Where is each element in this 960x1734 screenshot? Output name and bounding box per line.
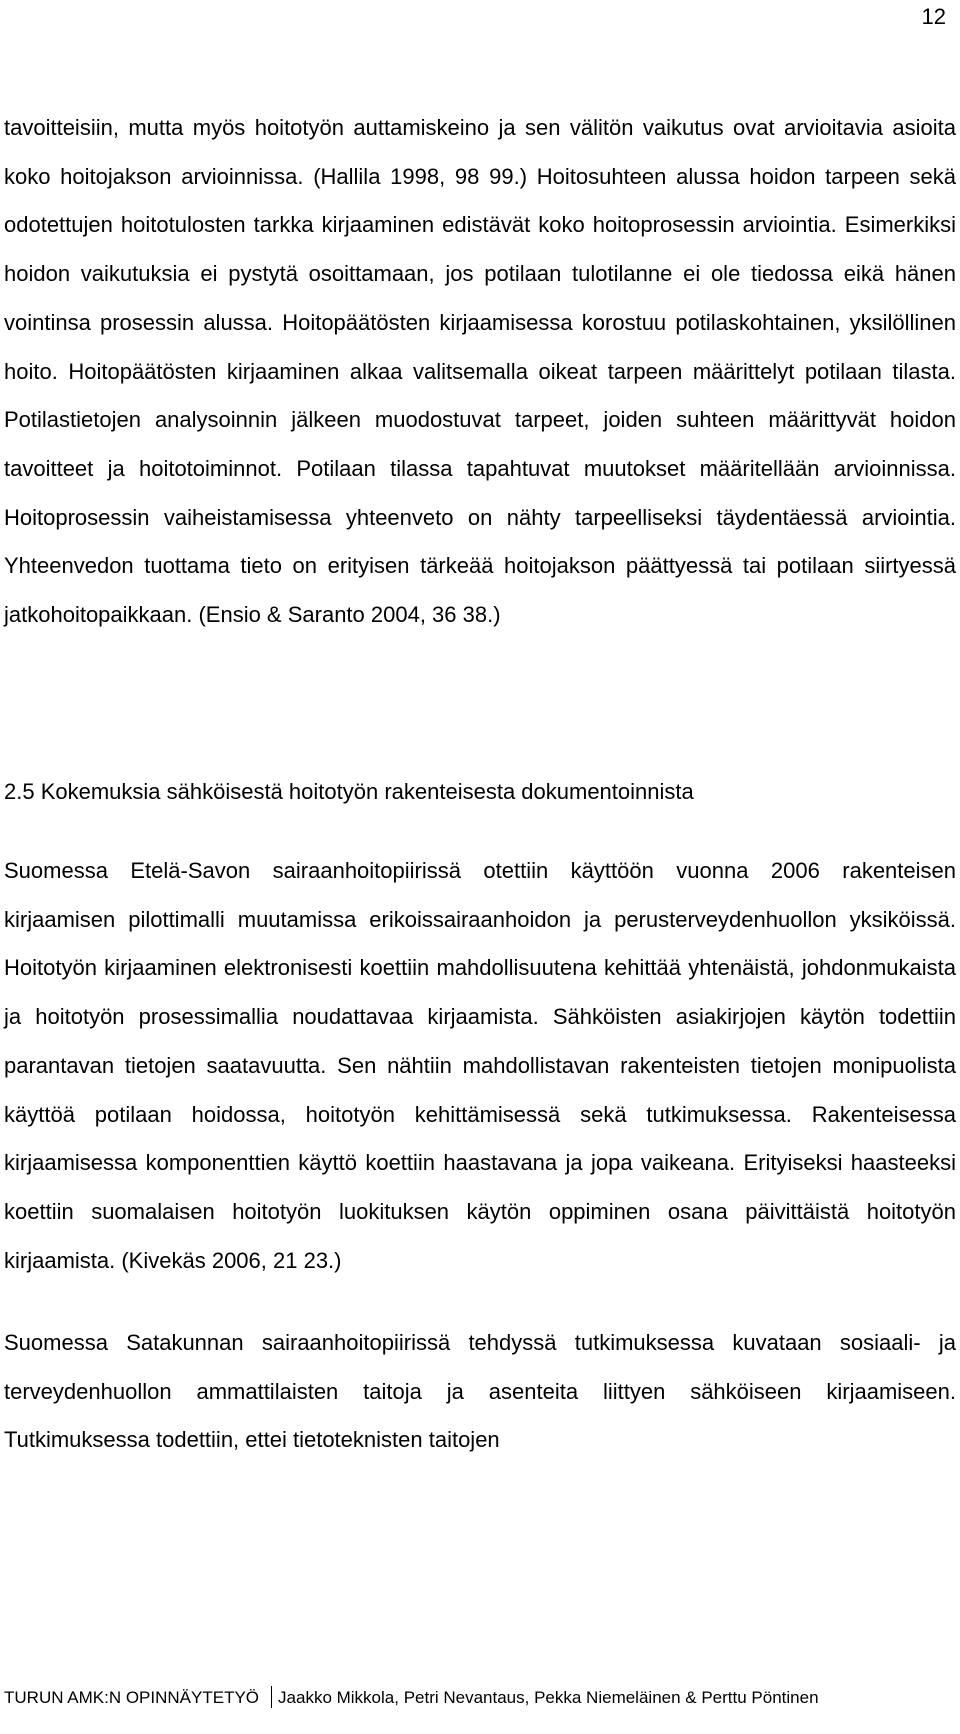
footer-institution: TURUN AMK:N OPINNÄYTETYÖ — [4, 1688, 260, 1707]
page-footer — [4, 1686, 958, 1709]
body-paragraph-1: tavoitteisiin, mutta myös hoitotyön auttamiskeino ja sen välitön vaikutus ovat arvioitavia asioita koko hoitojakson arvioinnissa. (Hallila 1998, 98 99.) Hoitosuhteen alussa hoidon tarpeen sekä odotettujen hoitotulosten tarkka kirjaaminen edistävät koko hoitoprosessin arviointia. Esimerkiksi hoidon vaikutuksia ei pystytä osoittamaan, jos potilaan tulotilanne ei ole tiedossa eikä hänen vointinsa prosessin alussa. Hoitopäätösten kirjaamisessa korostuu potilaskohtainen, yksilöllinen hoito. Hoitopäätösten kirjaaminen alkaa valitsemalla oikeat tarpeen määrittelyt potilaan tilasta. Potilastietojen analysoinnin jälkeen muodostuvat tarpeet, joiden suhteen määrittyvät hoidon tavoitteet ja hoitotoiminnot. Potilaan tilassa tapahtuvat muutokset määritellään arvioinnissa. Hoitoprosessin vaiheistamisessa yhteenveto on nähty tarpeelliseksi täydentäessä arviointia. Yhteenvedon tuottama tieto on erityisen tärkeää hoitojakson päättyessä tai potilaan siirtyessä jatkohoitopaikkaan. (Ensio & Saranto 2004, 36 38.) — [4, 115, 956, 628]
page-number: 12 — [921, 4, 946, 29]
body-paragraph-2: Suomessa Etelä-Savon sairaanhoitopiirissä otettiin käyttöön vuonna 2006 rakenteisen kirjaamisen pilottimalli muutamissa erikoissairaanhoidon ja perusterveydenhuollon yksiköissä. Hoitotyön kirjaaminen elektronisesti koettiin mahdollisuutena kehittää yhtenäistä, johdonmukaista ja hoitotyön prosessimallia noudattavaa kirjaamista. Sähköisten asiakirjojen käytön todettiin parantavan tietojen saatavuutta. Sen nähtiin mahdollistavan rakenteisten tietojen monipuolista käyttöä potilaan hoidossa, hoitotyön kehittämisessä sekä tutkimuksessa. Rakenteisessa kirjaamisessa komponenttien käyttö koettiin haastavana ja jopa vaikeana. Erityiseksi haasteeksi koettiin suomalaisen hoitotyön luokituksen käytön oppiminen osana päivittäistä hoitotyön kirjaamista. (Kivekäs 2006, 21 23.) — [4, 858, 956, 1273]
section-heading: 2.5 Kokemuksia sähköisestä hoitotyön rakenteisesta dokumentoinnista — [4, 779, 694, 804]
footer-separator — [271, 1686, 272, 1708]
footer-authors: Jaakko Mikkola, Petri Nevantaus, Pekka Niemeläinen & Perttu Pöntinen — [278, 1688, 819, 1707]
body-paragraph-3: Suomessa Satakunnan sairaanhoitopiirissä tehdyssä tutkimuksessa kuvataan sosiaali- ja terveydenhuollon ammattilaisten taitoja ja asenteita liittyen sähköiseen kirjaamiseen. Tutkimuksessa todettiin, ettei tietoteknisten taitojen — [4, 1330, 956, 1453]
document-body — [4, 104, 956, 1453]
